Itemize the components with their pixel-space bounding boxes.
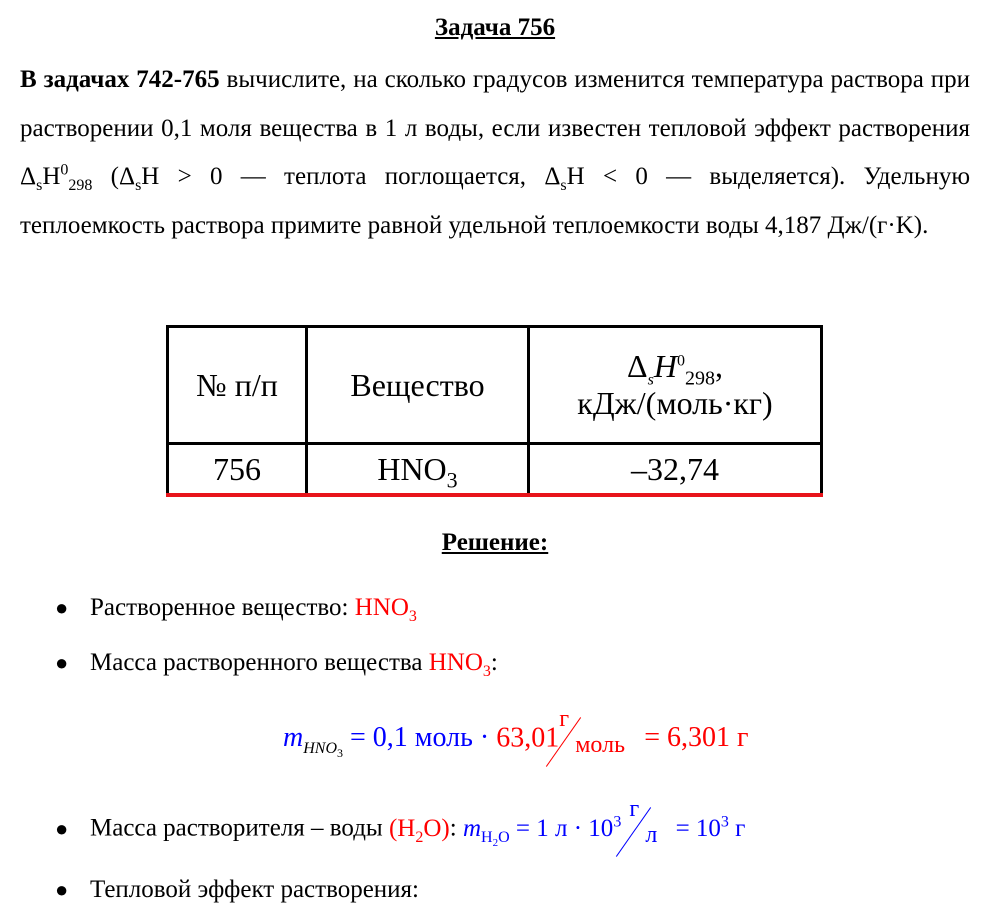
fraction: г моль xyxy=(559,720,621,760)
list-item: ● Растворенное вещество: $HNO_3$ xyxy=(55,594,417,625)
list-item: ● Масса растворителя – воды $(H_2O)$: $m_{H_2O} = 1$ $л \cdot 10^3$ г л = $10^3$ г xyxy=(55,810,745,850)
header-enthalpy: $\Delta_sH^0_{298}$, кДж/(моль·кг) xyxy=(529,327,822,444)
solution-heading: Решение: xyxy=(441,529,549,556)
problem-range: В задачах 742-765 xyxy=(20,66,220,93)
bullet-icon: ● xyxy=(55,650,69,675)
header-substance: Вещество xyxy=(307,327,529,444)
fraction: г л xyxy=(629,810,669,850)
problem-statement: В задачах 742-765 вычислите, на сколько градусов изменится температура раствора при растворении 0,1 моля вещества в 1 л воды, если известен тепловой эффект растворения $\Delta_sH^0_{298}$ ($\Delta_sH > 0$ — теплота поглощается, $\Delta_sH < 0$ — выделяется). Удельную теплоемкость раствора примите равной удельной теплоемкости воды 4,187 Дж/(г·K). xyxy=(20,66,970,239)
cell-number: 756 xyxy=(168,444,307,496)
table-header-row xyxy=(168,327,822,444)
data-table xyxy=(166,325,823,497)
list-item: ● Тепловой эффект растворения: xyxy=(55,876,420,903)
formula-solute-mass: $m_{HNO_3} = 0,1$ моль · 63,01 г моль = 6,301 г xyxy=(283,720,749,760)
bullet-icon: ● xyxy=(55,595,69,620)
cell-substance: $HNO_3$ xyxy=(307,444,529,496)
formula-solvent-mass: $m_{H_2O} = 1$ $л \cdot 10^3$ г л = $10^3$ г xyxy=(463,815,745,842)
cell-value: –32,74 xyxy=(529,444,822,496)
page-title: Задача 756 xyxy=(434,14,556,41)
bullet-icon: ● xyxy=(55,877,69,902)
header-number: № п/п xyxy=(168,327,307,444)
table-row xyxy=(168,444,822,496)
bullet-icon: ● xyxy=(55,815,69,841)
list-item: ● Масса растворенного вещества $HNO_3$: xyxy=(55,649,498,680)
